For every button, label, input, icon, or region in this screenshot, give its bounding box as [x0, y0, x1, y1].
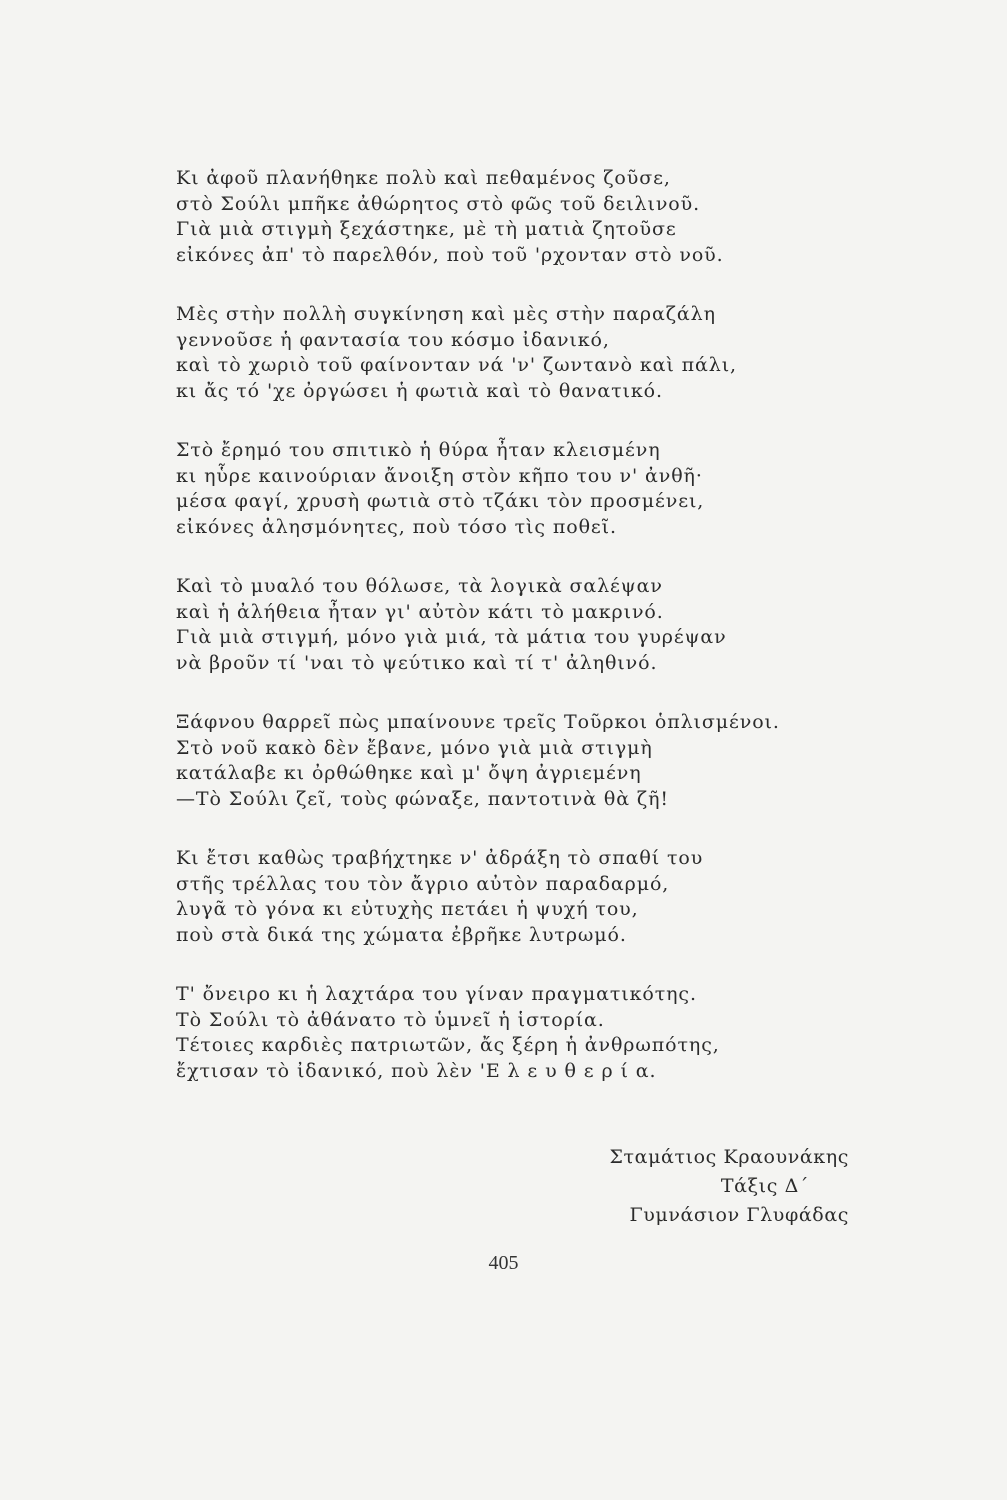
poem-line: γεννοῦσε ἡ φαντασία του κόσμο ἰδανικό,	[176, 328, 610, 351]
stanza-2	[176, 302, 816, 404]
poem-line: Γιὰ μιὰ στιγμὴ ξεχάστηκε, μὲ τὴ ματιὰ ζητοῦσε	[176, 218, 677, 240]
poem-line: στῆς τρέλλας του τὸν ἄγριο αὐτὸν παραδαρμό,	[176, 872, 670, 895]
poem-line: καὶ τὸ χωριὸ τοῦ φαίνονταν νά 'ν' ζωντανὸ καὶ πάλι,	[176, 354, 737, 376]
poem-line: κατάλαβε κι ὀρθώθηκε καὶ μ' ὄψη ἀγριεμένη	[176, 762, 642, 784]
poem-line: εἰκόνες ἀλησμόνητες, ποὺ τόσο τὶς ποθεῖ.	[176, 515, 617, 538]
poem-line: νὰ βροῦν τί 'ναι τὸ ψεύτικο καὶ τί τ' ἀληθινό.	[176, 651, 658, 674]
poem-line: ἔχτισαν τὸ ἰδανικό, ποὺ λὲν 'Ε λ ε υ θ ε ρ ί α.	[176, 1059, 657, 1082]
stanza-3	[176, 438, 816, 540]
poem-line: στὸ Σούλι μπῆκε ἀθώρητος στὸ φῶς τοῦ δειλινοῦ.	[176, 192, 701, 215]
poem-line: Τὸ Σούλι τὸ ἀθάνατο τὸ ὑμνεῖ ἡ ἱστορία.	[176, 1008, 605, 1031]
poem-line: Στὸ ἔρημό του σπιτικὸ ἡ θύρα ἦταν κλεισμένη	[176, 439, 661, 461]
poem-line: μέσα φαγί, χρυσὴ φωτιὰ στὸ τζάκι τὸν προσμένει,	[176, 490, 705, 512]
stanza-4	[176, 574, 816, 676]
poem-line: κι ηὗρε καινούριαν ἄνοιξη στὸν κῆπο του ν' ἀνθῆ·	[176, 464, 703, 487]
stanza-1	[176, 166, 816, 268]
poem-line: Κι ἀφοῦ πλανήθηκε πολὺ καὶ πεθαμένος ζοῦσε,	[176, 167, 671, 189]
stanza-5	[176, 710, 816, 812]
poem-line: Στὸ νοῦ κακὸ δὲν ἔβανε, μόνο γιὰ μιὰ στιγμὴ	[176, 736, 653, 759]
poem-line: Τέτοιες καρδιὲς πατριωτῶν, ἄς ξέρη ἡ ἀνθρωπότης,	[176, 1034, 720, 1056]
author-name: Σταμάτιος Κραουνάκης	[609, 1146, 849, 1168]
poem-line: Γιὰ μιὰ στιγμή, μόνο γιὰ μιά, τὰ μάτια του γυρέψαν	[176, 626, 727, 648]
poem-line: Καὶ τὸ μυαλό του θόλωσε, τὰ λογικὰ σαλέψαν	[176, 575, 663, 597]
poem-line: ποὺ στὰ δικά της χώματα ἐβρῆκε λυτρωμό.	[176, 923, 627, 946]
stanza-7	[176, 982, 816, 1084]
author-class: Τάξις Δ΄	[720, 1175, 809, 1197]
poem-line: καὶ ἡ ἀλήθεια ἦταν γι' αὐτὸν κάτι τὸ μακρινό.	[176, 600, 664, 623]
stanza-6	[176, 846, 816, 948]
poem-line: εἰκόνες ἀπ' τὸ παρελθόν, ποὺ τοῦ 'ρχονταν στὸ νοῦ.	[176, 243, 724, 266]
poem-line: λυγᾶ τὸ γόνα κι εὐτυχὴς πετάει ἡ ψυχή του,	[176, 898, 639, 920]
poem-line: Μὲς στὴν πολλὴ συγκίνηση καὶ μὲς στὴν παραζάλη	[176, 303, 716, 325]
poem-line: Κι ἔτσι καθὼς τραβήχτηκε ν' ἀδράξη τὸ σπαθί του	[176, 847, 704, 869]
author-signature	[610, 1143, 850, 1230]
page-number: 405	[488, 1252, 519, 1274]
poem-line: —Τὸ Σούλι ζεῖ, τοὺς φώναξε, παντοτινὰ θὰ ζῆ!	[176, 787, 669, 810]
poem-line: Τ' ὄνειρο κι ἡ λαχτάρα του γίναν πραγματικότης.	[176, 983, 697, 1005]
poem-line: κι ἄς τό 'χε ὀργώσει ἡ φωτιὰ καὶ τὸ θανατικό.	[176, 379, 663, 402]
author-school: Γυμνάσιον Γλυφάδας	[629, 1204, 849, 1226]
poem	[176, 166, 816, 1118]
poem-line: Ξάφνου θαρρεῖ πὼς μπαίνουνε τρεῖς Τοῦρκοι ὁπλισμένοι.	[176, 711, 780, 733]
